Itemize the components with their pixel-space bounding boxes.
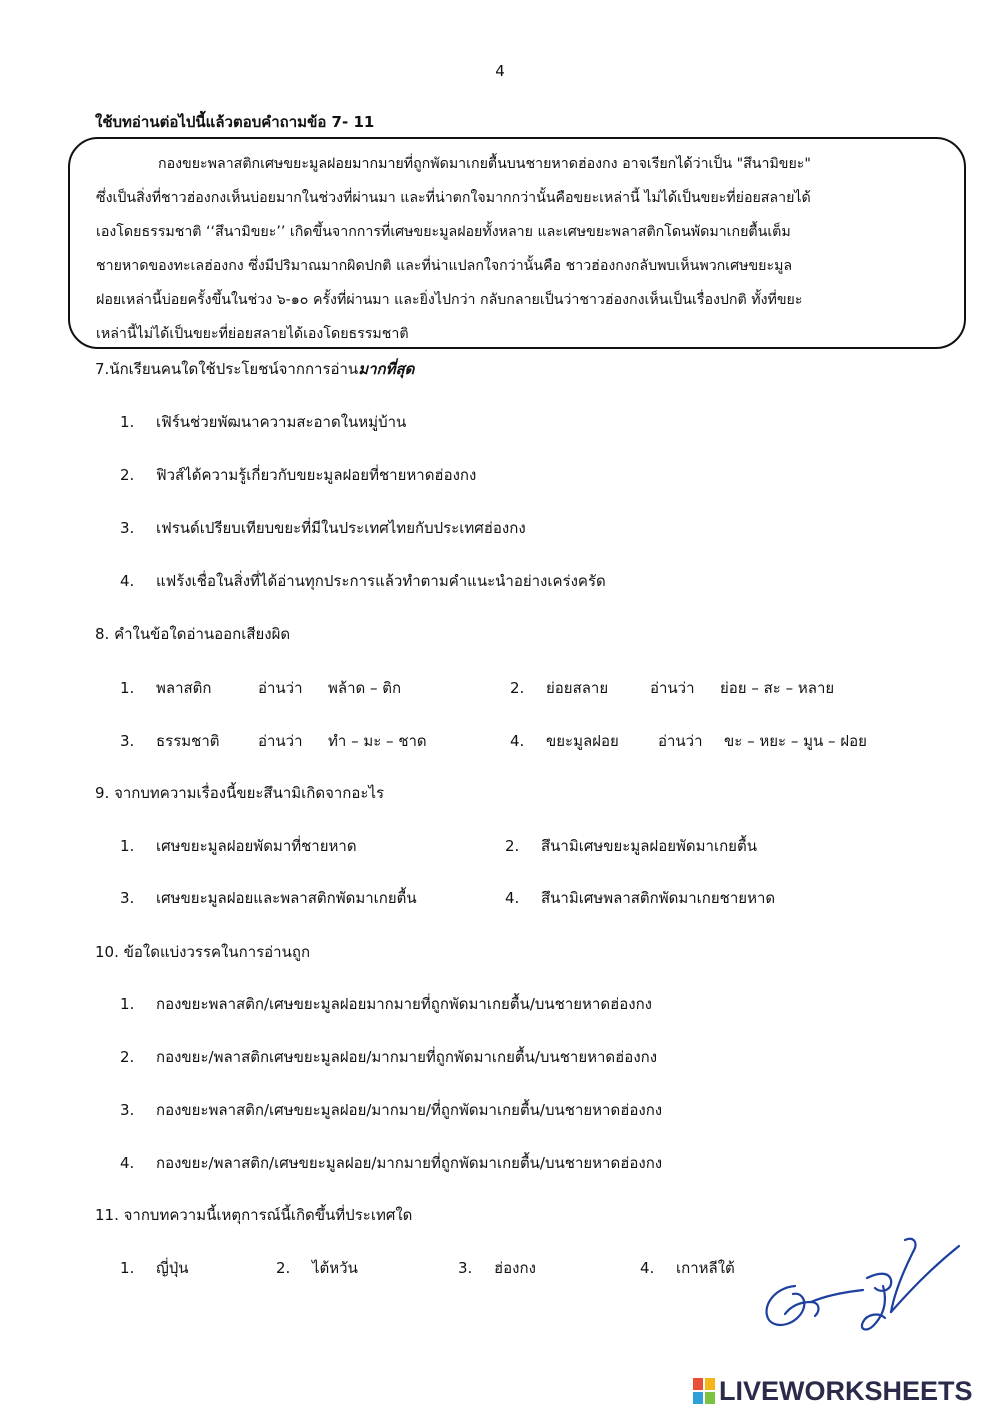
q10-option-4[interactable]	[120, 1151, 662, 1175]
option-number: 3.	[120, 1101, 135, 1119]
option-number: 1.	[120, 995, 135, 1013]
q9-option-2[interactable]	[505, 834, 757, 858]
question-7	[95, 357, 414, 381]
q7-option-3[interactable]	[120, 516, 526, 540]
option-word: ย่อยสลาย	[546, 679, 609, 697]
option-text: ไต้หวัน	[312, 1259, 358, 1277]
q11-option-2[interactable]	[276, 1256, 358, 1280]
question-7-text: 7.นักเรียนคนใดใช้ประโยชน์จากการอ่าน	[95, 360, 359, 378]
option-number: 2.	[276, 1259, 291, 1277]
option-number: 1.	[120, 1259, 135, 1277]
question-10: 10. ข้อใดแบ่งวรรคในการอ่านถูก	[95, 943, 311, 961]
option-text: แฟร้งเชื่อในสิ่งที่ได้อ่านทุกประการแล้วทำตามคำแนะนำอย่างเคร่งครัด	[156, 572, 606, 590]
option-text: สึนามิเศษขยะมูลฝอยพัดมาเกยตื้น	[541, 837, 757, 855]
q11-option-4[interactable]	[640, 1256, 735, 1280]
q8-option-4[interactable]	[510, 729, 867, 753]
option-number: 4.	[510, 732, 525, 750]
passage-line: ฝอยเหล่านี้บ่อยครั้งขึ้นในช่วง ๖-๑๐ ครั้งที่ผ่านมา และยิ่งไปกว่า กลับกลายเป็นว่าชาวฮ่องกงเห็นเป็นเรื่องปกติ ทั้งที่ขยะ	[96, 292, 803, 308]
option-word: ขยะมูลฝอย	[546, 732, 619, 750]
option-text: กองขยะ/พลาสติกเศษขยะมูลฝอย/มากมายที่ถูกพัดมาเกยตื้น/บนชายหาดฮ่องกง	[156, 1048, 658, 1066]
question-9: 9. จากบทความเรื่องนี้ขยะสึนามิเกิดจากอะไร	[95, 784, 385, 802]
option-reading: ทำ – มะ – ชาด	[328, 732, 427, 750]
option-number: 4.	[120, 572, 135, 590]
option-number: 3.	[458, 1259, 473, 1277]
option-text: กองขยะพลาสติก/เศษขยะมูลฝอยมากมายที่ถูกพัดมาเกยตื้น/บนชายหาดฮ่องกง	[156, 995, 652, 1013]
option-reading: ขะ – หยะ – มูน – ฝอย	[724, 732, 867, 750]
q7-option-1[interactable]	[120, 410, 406, 434]
q9-option-4[interactable]	[505, 886, 775, 910]
liveworksheets-logo-icon	[693, 1378, 715, 1404]
option-text: กองขยะ/พลาสติก/เศษขยะมูลฝอย/มากมายที่ถูกพัดมาเกยตื้น/บนชายหาดฮ่องกง	[156, 1154, 663, 1172]
option-number: 3.	[120, 519, 135, 537]
option-number: 4.	[120, 1154, 135, 1172]
liveworksheets-brand	[693, 1376, 973, 1406]
option-number: 1.	[120, 837, 135, 855]
q9-option-3[interactable]	[120, 886, 417, 910]
q10-option-3[interactable]	[120, 1098, 662, 1122]
q10-option-2[interactable]	[120, 1045, 657, 1069]
option-reads-as: อ่านว่า	[658, 732, 703, 750]
option-text: กองขยะพลาสติก/เศษขยะมูลฝอย/มากมาย/ที่ถูกพัดมาเกยตื้น/บนชายหาดฮ่องกง	[156, 1101, 663, 1119]
option-text: เศษขยะมูลฝอยพัดมาที่ชายหาด	[156, 837, 357, 855]
option-number: 4.	[505, 889, 520, 907]
option-reads-as: อ่านว่า	[258, 732, 303, 750]
option-text: สึนามิเศษพลาสติกพัดมาเกยชายหาด	[541, 889, 776, 907]
q7-option-4[interactable]	[120, 569, 606, 593]
passage-line: ซึ่งเป็นสิ่งที่ชาวฮ่องกงเห็นบ่อยมากในช่วงที่ผ่านมา และที่น่าตกใจมากกว่านั้นคือขยะเหล่านี้ ไม่ได้เป็นขยะที่ย่อยสลายได้	[96, 190, 811, 206]
option-word: ธรรมชาติ	[156, 732, 220, 750]
option-reads-as: อ่านว่า	[650, 679, 695, 697]
option-number: 2.	[510, 679, 525, 697]
option-text: เฟิร์นช่วยพัฒนาความสะอาดในหมู่บ้าน	[156, 413, 407, 431]
option-text: เกาหลีใต้	[676, 1259, 735, 1277]
option-number: 2.	[120, 1048, 135, 1066]
option-text: ญี่ปุ่น	[156, 1259, 189, 1277]
handwritten-signature	[755, 1228, 965, 1338]
option-text: เฟรนด์เปรียบเทียบขยะที่มีในประเทศไทยกับประเทศฮ่องกง	[156, 519, 526, 537]
instruction-heading: ใช้บทอ่านต่อไปนี้แล้วตอบคำถามข้อ 7- 11	[95, 113, 375, 131]
q10-option-1[interactable]	[120, 992, 652, 1016]
question-8: 8. คำในข้อใดอ่านออกเสียงผิด	[95, 625, 291, 643]
passage-line: เหล่านี้ไม่ได้เป็นขยะที่ย่อยสลายได้เองโดยธรรมชาติ	[96, 326, 409, 342]
q8-option-2[interactable]	[510, 676, 834, 700]
option-number: 1.	[120, 413, 135, 431]
option-text: ฟิวส์ได้ความรู้เกี่ยวกับขยะมูลฝอยที่ชายหาดฮ่องกง	[156, 466, 477, 484]
option-reading: พล้าด – ติก	[328, 679, 402, 697]
option-number: 1.	[120, 679, 135, 697]
brand-name: LIVEWORKSHEETS	[719, 1375, 973, 1406]
passage-line: กองขยะพลาสติกเศษขยะมูลฝอยมากมายที่ถูกพัดมาเกยตื้นบนชายหาดฮ่องกง อาจเรียกได้ว่าเป็น "สึนามิขยะ"	[158, 156, 811, 172]
option-number: 3.	[120, 889, 135, 907]
option-number: 2.	[505, 837, 520, 855]
q8-option-3[interactable]	[120, 729, 427, 753]
passage-line: เองโดยธรรมชาติ ‘‘สึนามิขยะ’’ เกิดขึ้นจากการที่เศษขยะมูลฝอยทั้งหลาย และเศษขยะพลาสติกโดนพัดมาเกยตื้นเต็ม	[96, 224, 791, 240]
option-reading: ย่อย – สะ – หลาย	[720, 679, 835, 697]
page-number: 4	[495, 62, 505, 80]
option-text: ฮ่องกง	[494, 1259, 536, 1277]
option-number: 4.	[640, 1259, 655, 1277]
option-word: พลาสติก	[156, 679, 212, 697]
passage-line: ชายหาดของทะเลฮ่องกง ซึ่งมีปริมาณมากผิดปกติ และที่น่าแปลกใจกว่านั้นคือ ชาวฮ่องกงกลับพบเห็นพวกเศษขยะมูล	[96, 258, 793, 274]
option-number: 2.	[120, 466, 135, 484]
question-7-emphasis: มากที่สุด	[358, 360, 415, 378]
question-11: 11. จากบทความนี้เหตุการณ์นี้เกิดขึ้นที่ประเทศใด	[95, 1206, 413, 1224]
q7-option-2[interactable]	[120, 463, 476, 487]
option-reads-as: อ่านว่า	[258, 679, 303, 697]
option-number: 3.	[120, 732, 135, 750]
q8-option-1[interactable]	[120, 676, 401, 700]
q11-option-1[interactable]	[120, 1256, 189, 1280]
q11-option-3[interactable]	[458, 1256, 536, 1280]
option-text: เศษขยะมูลฝอยและพลาสติกพัดมาเกยตื้น	[156, 889, 417, 907]
reading-passage-box	[68, 137, 966, 349]
q9-option-1[interactable]	[120, 834, 357, 858]
